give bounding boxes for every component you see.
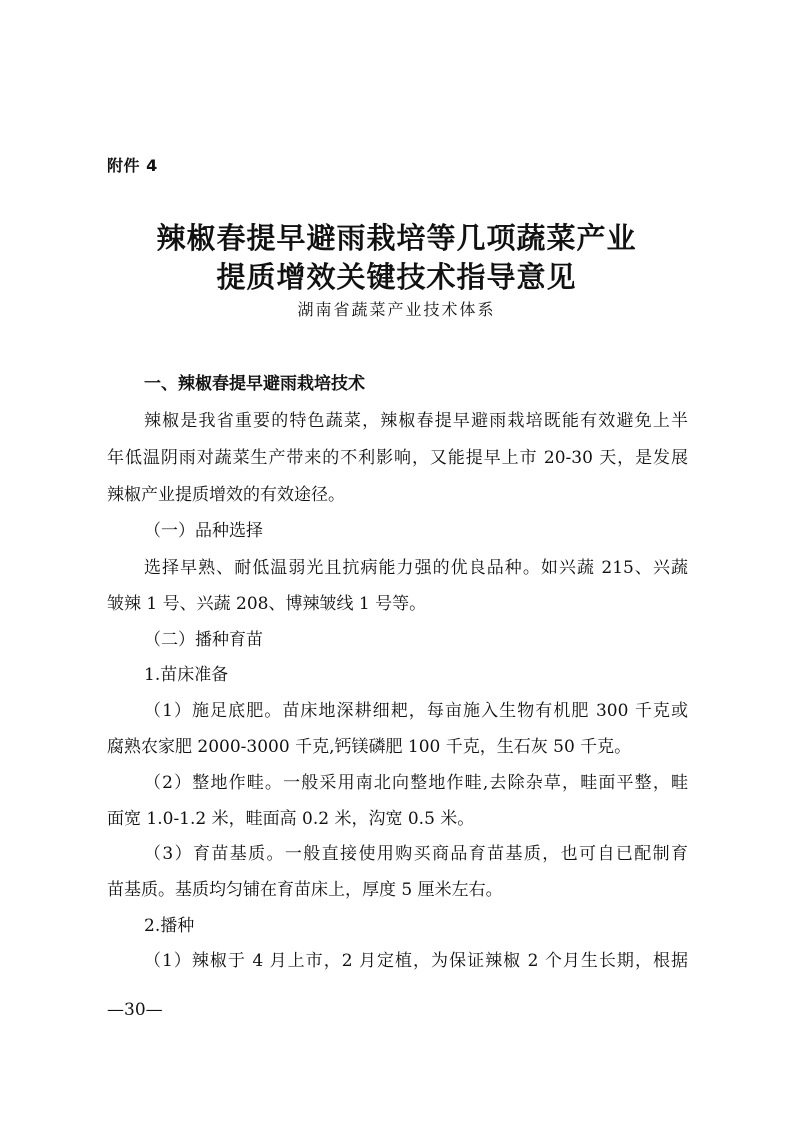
- paragraph-line: 皱辣 1 号、兴蔬 208、博辣皱线 1 号等。: [107, 594, 427, 614]
- document-title-line-2: 提质增效关键技术指导意见: [216, 260, 577, 294]
- paragraph-line: （3）育苗基质。一般直接使用购买商品育苗基质，也可自已配制育: [144, 844, 688, 864]
- paragraph-line: 选择早熟、耐低温弱光且抗病能力强的优良品种。如兴蔬 215、兴蔬: [144, 558, 688, 578]
- paragraph-line: （1）辣椒于 4 月上市，2 月定植，为保证辣椒 2 个月生长期，根据: [144, 951, 688, 971]
- paragraph-line: 腐熟农家肥 2000-3000 千克,钙镁磷肥 100 千克，生石灰 50 千克。: [107, 737, 632, 757]
- paragraph-line: （2）整地作畦。一般采用南北向整地作畦,去除杂草，畦面平整，畦: [144, 773, 688, 793]
- page-number: —30—: [107, 1000, 163, 1020]
- document-title-line-1: 辣椒春提早避雨栽培等几项蔬菜产业: [156, 221, 637, 255]
- subsection-heading: （二）播种育苗: [144, 630, 263, 650]
- item-heading: 2.播种: [144, 916, 195, 936]
- section-heading: 一、辣椒春提早避雨栽培技术: [144, 374, 365, 394]
- paragraph-line: 苗基质。基质均匀铺在育苗床上，厚度 5 厘米左右。: [107, 880, 503, 900]
- paragraph-line: 面宽 1.0-1.2 米，畦面高 0.2 米，沟宽 0.5 米。: [107, 809, 475, 829]
- paragraph-line: 辣椒产业提质增效的有效途径。: [107, 485, 345, 505]
- item-heading: 1.苗床准备: [144, 665, 229, 685]
- document-author: 湖南省蔬菜产业技术体系: [297, 300, 496, 319]
- paragraph-line: 年低温阴雨对蔬菜生产带来的不利影响，又能提早上市 20-30 天，是发展: [107, 448, 688, 468]
- paragraph-line: （1）施足底肥。苗床地深耕细耙，每亩施入生物有机肥 300 千克或: [144, 701, 688, 721]
- paragraph-line: 辣椒是我省重要的特色蔬菜，辣椒春提早避雨栽培既能有效避免上半: [144, 411, 688, 431]
- attachment-label: 附件 4: [107, 156, 158, 175]
- subsection-heading: （一）品种选择: [144, 521, 263, 541]
